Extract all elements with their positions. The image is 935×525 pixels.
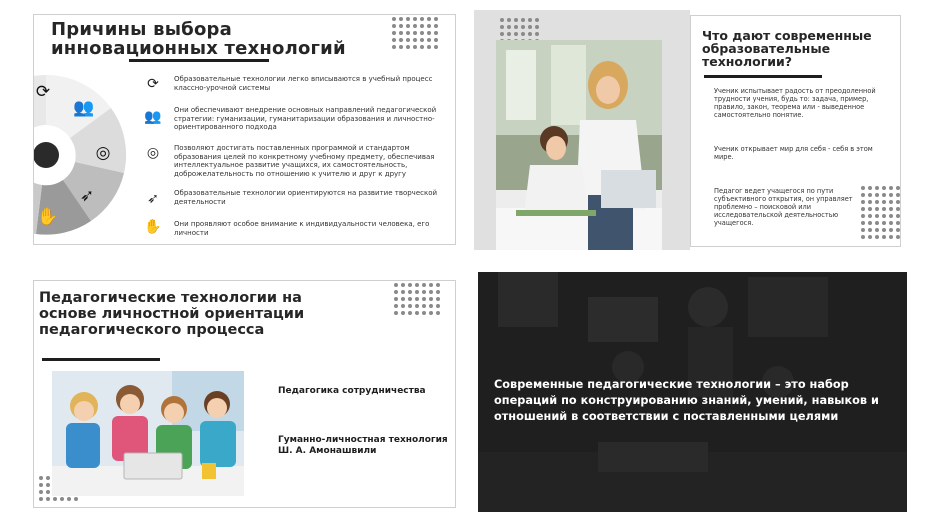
dot [46,483,50,487]
amonashvili-technology-label: Гуманно-личностная технология Ш. А. Амонашвили [278,435,448,456]
dot [889,228,893,232]
dot [528,25,532,29]
dot [427,45,431,49]
dot [507,18,511,22]
dot [889,200,893,204]
children-laptop-photo [52,371,244,496]
dot [39,490,43,494]
dot [896,214,900,218]
dot [394,283,398,287]
dot [434,24,438,28]
target-icon: ◎ [146,145,160,161]
dot [427,31,431,35]
dot [408,297,412,301]
dot [507,32,511,36]
dot [39,497,43,501]
dot [861,228,865,232]
dot [392,45,396,49]
dot [408,290,412,294]
dot [399,38,403,42]
dot [394,311,398,315]
dot [60,497,64,501]
people-icon: 👥 [73,98,95,118]
dot [408,311,412,315]
dot [67,497,71,501]
title-rule [129,59,269,62]
dot [882,221,886,225]
hand-person-icon: ✋ [144,219,162,235]
dot [875,235,879,239]
refresh-icon: ⟳ [147,76,159,92]
dot [46,490,50,494]
dot [868,228,872,232]
dot [882,193,886,197]
dot [521,25,525,29]
cooperation-pedagogy-label: Педагогика сотрудничества [278,386,426,396]
reason-item-5: Они проявляют особое внимание к индивидуальности человека, его личности [174,220,430,237]
dot [436,297,440,301]
title-rule [704,75,822,78]
dot [406,45,410,49]
dot [500,25,504,29]
dot [413,45,417,49]
dot [889,235,893,239]
dot [420,31,424,35]
dot [436,283,440,287]
dot [422,290,426,294]
dot [889,221,893,225]
dot [434,38,438,42]
dot [889,214,893,218]
dot [406,38,410,42]
dot [429,283,433,287]
dot [514,18,518,22]
dot [392,17,396,21]
slide-benefits [474,10,902,250]
dot [399,31,403,35]
slide1-title: Причины выбора инновационных технологий [51,19,346,59]
slide2-title: Что дают современные образовательные технологии? [702,28,872,69]
dot [896,235,900,239]
dot [436,290,440,294]
dot [422,311,426,315]
dot [896,200,900,204]
dot [429,304,433,308]
dot [889,193,893,197]
dot [861,235,865,239]
dot [889,207,893,211]
definition-text: Современные педагогические технологии – это набор операций по конструированию знаний, умений, навыков и отношений в соответствии с поставленными целями [494,378,879,423]
dot [521,18,525,22]
target-icon: ◎ [95,143,111,163]
dot [896,207,900,211]
dot [415,283,419,287]
dot [399,17,403,21]
dot [413,24,417,28]
dot [429,290,433,294]
dot [882,228,886,232]
dot [406,17,410,21]
dot [896,186,900,190]
dot [394,304,398,308]
dot [422,297,426,301]
dot [896,228,900,232]
dot [401,304,405,308]
dot [408,304,412,308]
dot [514,32,518,36]
dot [882,214,886,218]
dot [413,31,417,35]
dot [392,38,396,42]
dot [399,45,403,49]
dot [434,17,438,21]
dot [535,25,539,29]
dot [882,235,886,239]
dot [420,38,424,42]
dot [882,186,886,190]
dot [427,24,431,28]
dot [427,17,431,21]
dot [401,283,405,287]
dot [415,297,419,301]
dot [528,18,532,22]
dot [507,25,511,29]
dot [427,38,431,42]
dot [535,32,539,36]
dot [408,283,412,287]
reason-item-2: Они обеспечивают внедрение основных направлений педагогической стратегии: гуманизации, гуманитаризации образования и личностно-ориентированного подхода [174,106,437,131]
dot [394,290,398,294]
benefit-text-3: Педагог ведет учащегося по пути субъективного открытия, он управляет проблемно – поисковой или исследовательской деятельностью учащегося. [714,187,853,227]
slide-definition [478,272,907,512]
dot [74,497,78,501]
teacher-student-photo [496,40,662,250]
dot [420,45,424,49]
dot [39,476,43,480]
recycle-icon: ⟳ [35,82,51,102]
title-rule [42,358,160,361]
dot [415,304,419,308]
dot [394,297,398,301]
dot [896,193,900,197]
dot [401,297,405,301]
dot [413,17,417,21]
dot [413,38,417,42]
dot [39,483,43,487]
dot [46,476,50,480]
benefit-text-1: Ученик испытывает радость от преодоленной трудности учения, будь то: задача, пример, правило, закон, теорема или - выведенное самостоятельно понятие. [714,87,876,119]
dot [535,18,539,22]
dot [500,32,504,36]
dot [415,311,419,315]
dot [882,207,886,211]
dot [896,221,900,225]
slide-personal-orientation [33,280,456,508]
reason-item-4: Образовательные технологии ориентируются на развитие творческой деятельности [174,189,438,206]
dot [434,31,438,35]
dot [528,32,532,36]
reason-item-3: Позволяют достигать поставленных программой и стандартом образования целей по конкретному учебному предмету, обеспечивая интеллектуальное развитие учащихся, их самостоятельность, доброжелательность по отношению к учителю и друг к другу [174,144,435,178]
dot [392,24,396,28]
dot [514,25,518,29]
slide3-title: Педагогические технологии на основе личностной ориентации педагогического процесса [39,290,305,338]
slide-reasons [33,14,456,245]
dot [399,24,403,28]
hand-person-icon: ✋ [37,207,59,227]
dot [500,18,504,22]
dot [415,290,419,294]
dot [868,235,872,239]
dot [420,17,424,21]
dot [429,297,433,301]
dot [46,497,50,501]
dot [53,497,57,501]
dot [436,311,440,315]
dot-pattern [394,283,440,315]
dot [420,24,424,28]
dot [422,304,426,308]
reason-item-1: Образовательные технологии легко вписываются в учебный процесс классно-урочной системы [174,75,433,92]
benefit-text-2: Ученик открывает мир для себя - себя в этом мире. [714,145,873,161]
dot [429,311,433,315]
dot [521,32,525,36]
dot [882,200,886,204]
people-icon: 👥 [144,109,162,125]
dot [422,283,426,287]
dot [392,31,396,35]
dot [434,45,438,49]
dot [406,31,410,35]
dot [875,228,879,232]
dot [401,290,405,294]
dot [889,186,893,190]
rocket-icon: ➶ [79,186,95,206]
rocket-icon: ➶ [147,191,159,207]
dot [401,311,405,315]
dot [436,304,440,308]
dot-pattern [392,17,438,49]
dot [406,24,410,28]
